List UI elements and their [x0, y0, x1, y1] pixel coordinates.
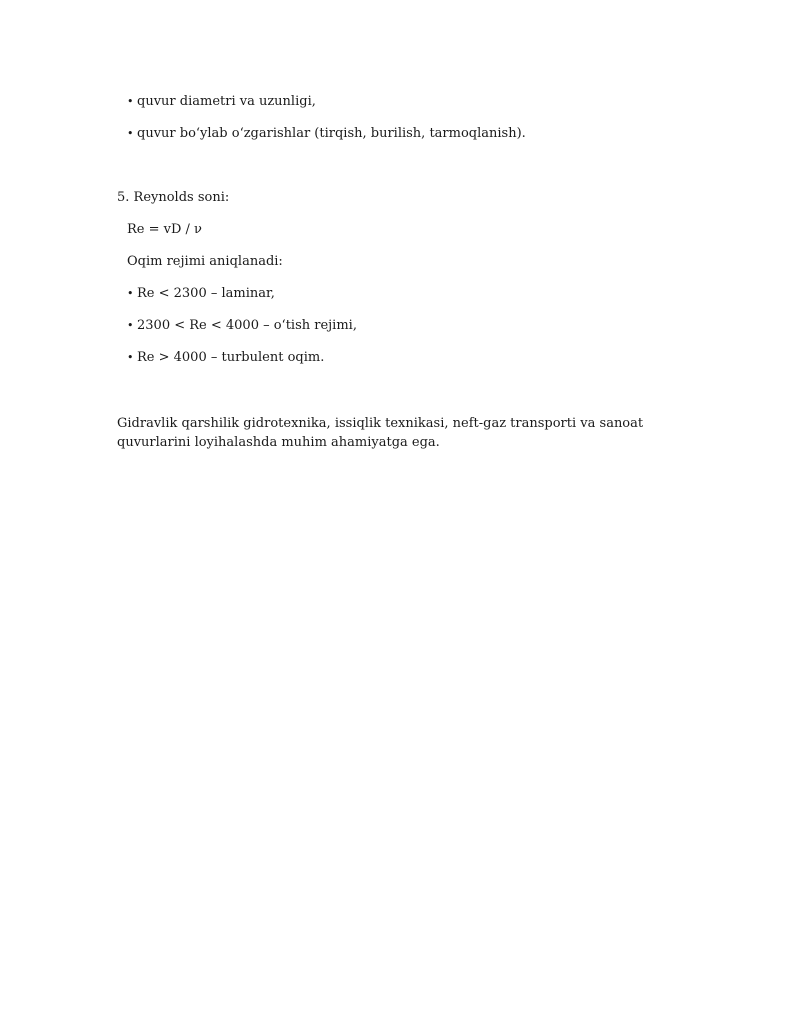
list-item	[127, 350, 324, 366]
conclusion-paragraph: Gidravlik qarshilik gidrotexnika, issiqlik texnikasi, neft-gaz transporti va sanoat quvurlarini loyihalashda muhim ahamiyatga ega.	[117, 416, 644, 450]
regime-intro: Oqim rejimi aniqlanadi:	[127, 254, 283, 269]
section-heading: 5. Reynolds soni:	[117, 190, 230, 205]
list-item	[127, 94, 316, 110]
bullet-icon: •	[127, 95, 134, 108]
bullet-icon: •	[127, 319, 134, 332]
list-item-text: quvur bo‘ylab o‘zgarishlar (tirqish, burilish, tarmoqlanish).	[137, 126, 526, 141]
list-item	[127, 318, 357, 334]
list-item	[127, 126, 526, 142]
bullet-icon: •	[127, 287, 134, 300]
formula: Re = vD / ν	[127, 222, 202, 237]
list-item-text: Re < 2300 – laminar,	[137, 286, 275, 301]
list-item	[127, 286, 275, 302]
bullet-icon: •	[127, 127, 134, 140]
bullet-icon: •	[127, 351, 134, 364]
list-item-text: 2300 < Re < 4000 – o‘tish rejimi,	[137, 318, 357, 333]
list-item-text: quvur diametri va uzunligi,	[137, 94, 316, 109]
list-item-text: Re > 4000 – turbulent oqim.	[137, 350, 325, 365]
